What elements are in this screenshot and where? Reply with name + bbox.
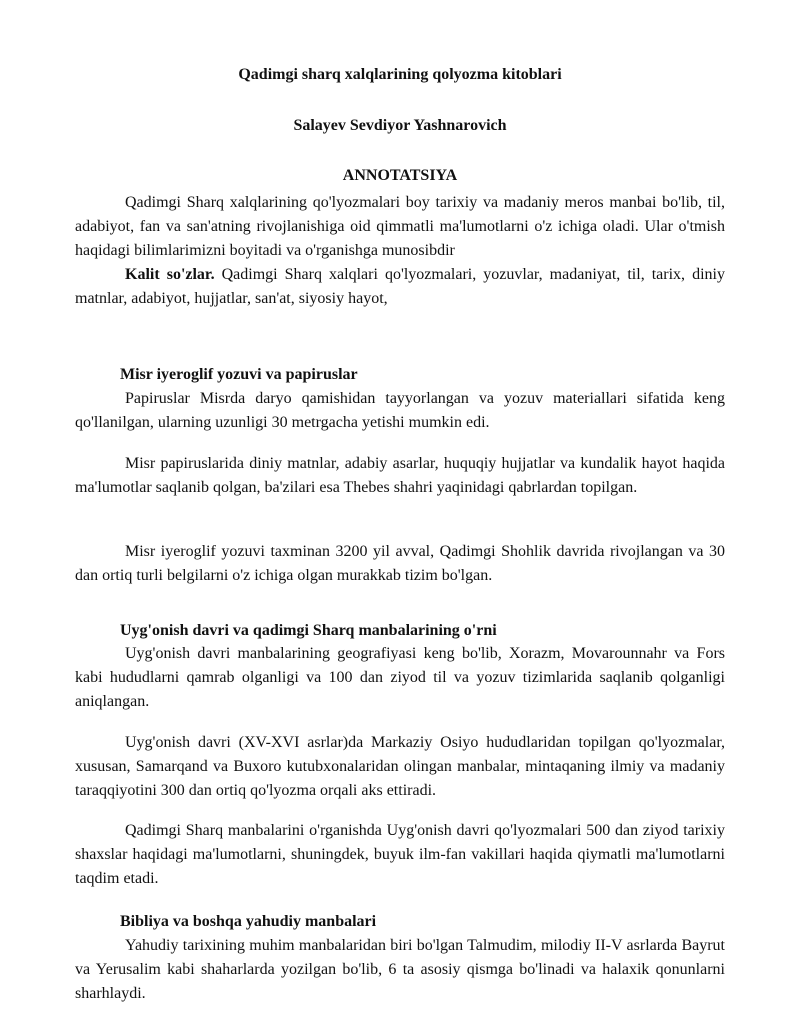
section-heading: Uyg'onish davri va qadimgi Sharq manbalarining o'rni: [120, 622, 497, 639]
section-heading: Bibliya va boshqa yahudiy manbalari: [120, 913, 377, 930]
section-paragraph: Papiruslar Misrda daryo qamishidan tayyorlangan va yozuv materiallari sifatida keng qo'llanilgan, ularning uzunligi 30 metrgacha yetishi mumkin edi.: [75, 390, 725, 431]
keywords-text: Qadimgi Sharq xalqlari qo'lyozmalari, yozuvlar, madaniyat, til, tarix, diniy matnlar, adabiyot, hujjatlar, san'at, siyosiy hayot,: [75, 266, 725, 307]
section-paragraph: Uyg'onish davri manbalarining geografiyasi keng bo'lib, Xorazm, Movarounnahr va Fors kabi hududlarni qamrab olganligi va 100 dan ziyod til va yozuv tizimlarida saqlanib qolganligi aniqlangan.: [75, 645, 725, 710]
abstract-heading: ANNOTATSIYA: [342, 167, 458, 184]
section-paragraph: Yahudiy tarixining muhim manbalaridan biri bo'lgan Talmudim, milodiy II-V asrlarda Bayrut va Yerusalim kabi shaharlarda yozilgan bo'lib, 6 ta asosiy qismga bo'linadi va halaxik qonunlarni sharhlaydi.: [75, 937, 725, 1002]
section-paragraph: Uyg'onish davri (XV-XVI asrlar)da Markaziy Osiyo hududlaridan topilgan qo'lyozmalar, xususan, Samarqand va Buxoro kutubxonalaridan olingan manbalar, mintaqaning ilmiy va madaniy taraqqiyotini 300 dan ortiq qo'lyozma orqali aks ettiradi.: [75, 734, 725, 799]
keywords-paragraph: [75, 263, 725, 311]
section-paragraph: Misr papiruslarida diniy matnlar, adabiy asarlar, huquqiy hujjatlar va kundalik hayot haqida ma'lumotlar saqlanib qolgan, ba'zilari esa Thebes shahri yaqinidagi qabrlardan topilgan.: [75, 455, 725, 496]
section-heading: Misr iyeroglif yozuvi va papiruslar: [120, 366, 358, 383]
section-paragraph: Misr iyeroglif yozuvi taxminan 3200 yil avval, Qadimgi Shohlik davrida rivojlangan va 30 dan ortiq turli belgilarni o'z ichiga olgan murakkab tizim bo'lgan.: [75, 543, 725, 584]
keywords-label: Kalit so'zlar.: [125, 266, 215, 283]
author-name: Salayev Sevdiyor Yashnarovich: [293, 117, 507, 134]
section-paragraph: Qadimgi Sharq manbalarini o'rganishda Uyg'onish davri qo'lyozmalari 500 dan ziyod tarixiy shaxslar haqidagi ma'lumotlarni, shuningdek, buyuk ilm-fan vakillari haqida qiymatli ma'lumotlarni taqdim etadi.: [75, 822, 725, 887]
abstract-paragraph: Qadimgi Sharq xalqlarining qo'lyozmalari boy tarixiy va madaniy meros manbai bo'lib, til, adabiyot, fan va san'atning rivojlanishiga oid qimmatli ma'lumotlarni o'z ichiga oladi. Ular o'tmish haqidagi bilimlarimizni boyitadi va o'rganishga munosibdir: [75, 194, 725, 259]
paper-title: Qadimgi sharq xalqlarining qolyozma kitoblari: [238, 66, 562, 83]
